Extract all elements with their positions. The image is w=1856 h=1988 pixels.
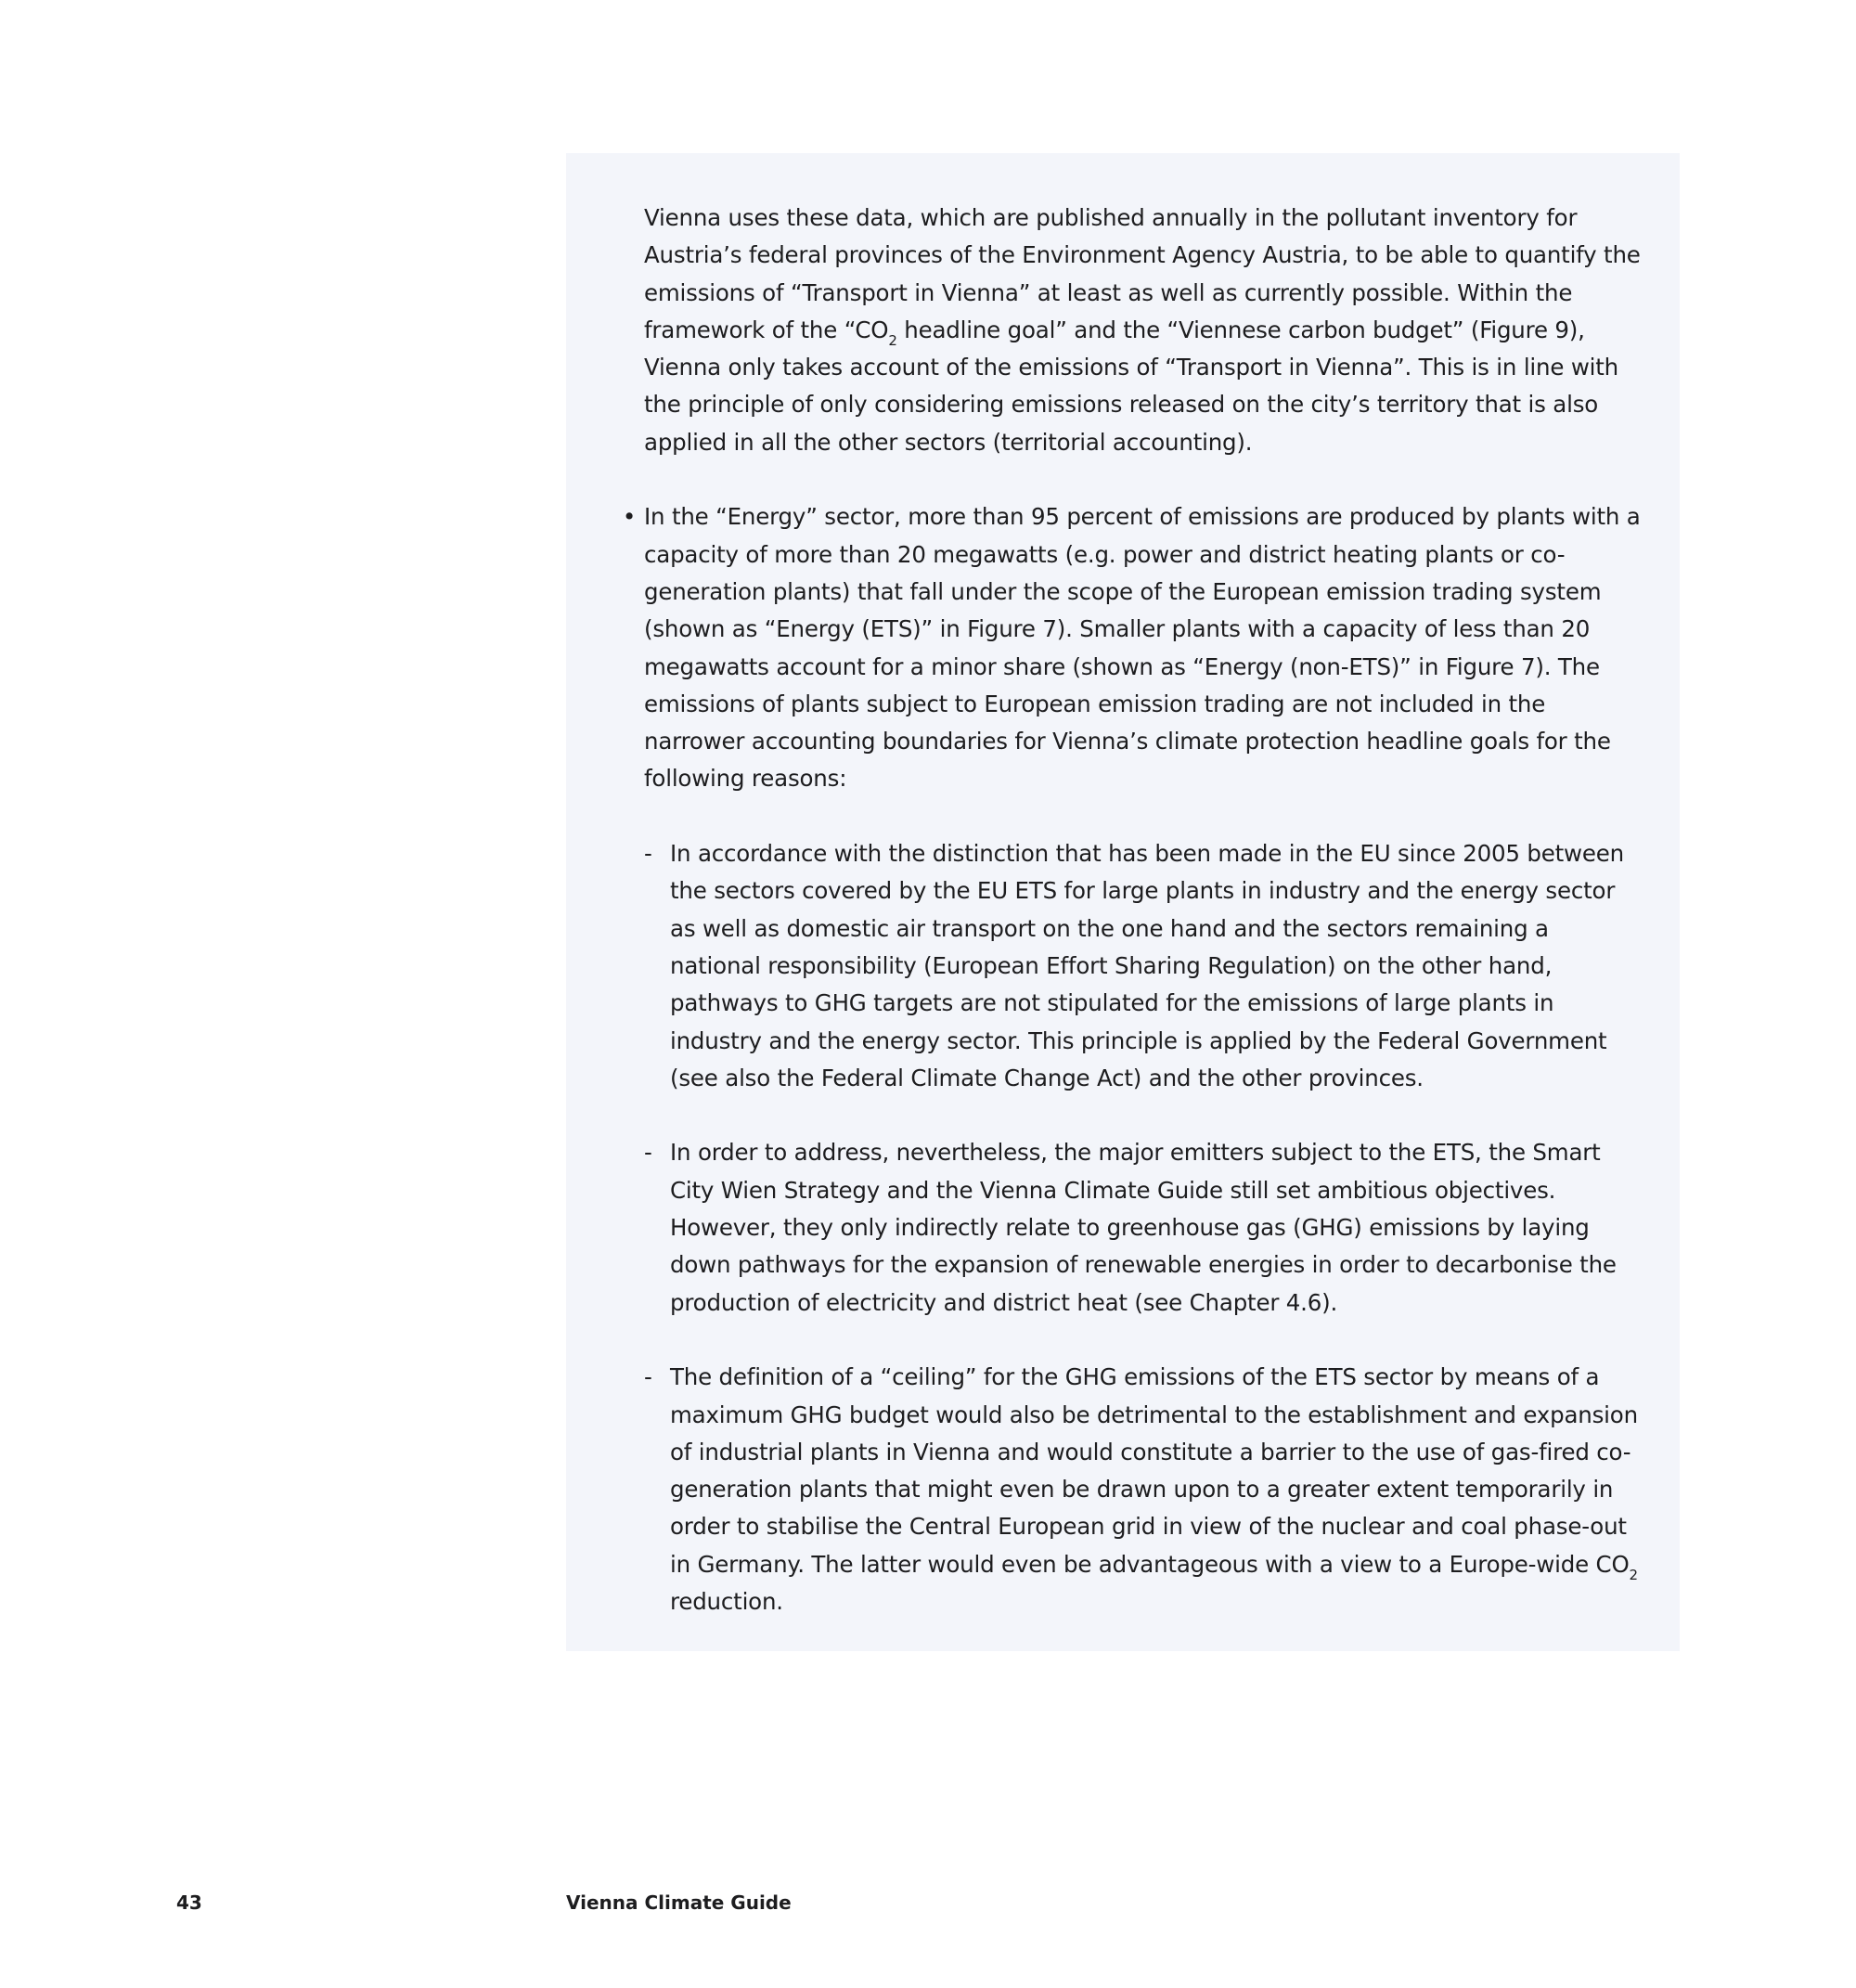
intro-text-1: Vienna uses these data, which are published annually in the pollutant inventory for Austria’s federal provinces of the Environment Agency Austria, to be able to quantify the emissions of “Transport in Vienna” at least as well as currently possible. Within the framework of the “CO <box>644 204 1641 343</box>
dash-item-ceiling-definition <box>644 1359 1646 1620</box>
info-box-text <box>622 200 1646 1620</box>
intro-paragraph <box>644 200 1646 461</box>
bullet-text: In the “Energy” sector, more than 95 percent of emissions are produced by plants with a capacity of more than 20 megawatts (e.g. power and district heating plants or co-generation plants) that fall under the scope of the European emission trading system (shown as “Energy (ETS)” in Figure 7). Smaller plants with a capacity of less than 20 megawatts account for a minor share (shown as “Energy (non-ETS)” in Figure 7). The emissions of plants subject to European emission trading are not included in the narrower accounting boundaries for Vienna’s climate protection headline goals for the following reasons: <box>644 503 1641 793</box>
bullet-marker: • <box>622 503 637 531</box>
intro-text-2: headline goal” and the “Viennese carbon budget” (Figure 9), Vienna only takes account of the emissions of “Transport in Vienna”. This is in line with the principle of only considering emissions released on the city’s territory that is also applied in all the other sectors (territorial accounting). <box>644 316 1618 456</box>
co2-subscript: 2 <box>888 331 897 349</box>
page-number: 43 <box>176 1891 202 1914</box>
dash-item-text-2: reduction. <box>670 1587 783 1615</box>
footer-title: Vienna Climate Guide <box>566 1891 792 1914</box>
dash-marker: - <box>644 840 652 868</box>
dash-item-eu-distinction <box>644 835 1646 1097</box>
co2-subscript: 2 <box>1629 1566 1638 1583</box>
dash-marker: - <box>644 1363 652 1391</box>
bullet-energy-sector <box>622 498 1646 797</box>
dash-item-text: In accordance with the distinction that has been made in the EU since 2005 between the sectors covered by the EU ETS for large plants in industry and the energy sector as well as domestic air transport on the one hand and the sectors remaining a national responsibility (European Effort Sharing Regulation) on the other hand, pathways to GHG targets are not stipulated for the emissions of large plants in industry and the energy sector. This principle is applied by the Federal Government (see also the Federal Climate Change Act) and the other provinces. <box>670 840 1624 1091</box>
dash-item-text-1: The definition of a “ceiling” for the GHG emissions of the ETS sector by means of a maximum GHG budget would also be detrimental to the establishment and expansion of industrial plants in Vienna and would constitute a barrier to the use of gas-fired co-generation plants that might even be drawn upon to a greater extent temporarily in order to stabilise the Central European grid in view of the nuclear and coal phase-out in Germany. The latter would even be advantageous with a view to a Europe-wide CO <box>670 1363 1638 1578</box>
info-box <box>566 153 1680 1651</box>
dash-marker: - <box>644 1139 652 1167</box>
dash-item-ambitious-objectives <box>644 1134 1646 1321</box>
dash-item-text: In order to address, nevertheless, the major emitters subject to the ETS, the Smart City Wien Strategy and the Vienna Climate Guide still set ambitious objectives. However, they only indirectly relate to greenhouse gas (GHG) emissions by laying down pathways for the expansion of renewable energies in order to decarbonise the production of electricity and district heat (see Chapter 4.6). <box>670 1139 1617 1316</box>
